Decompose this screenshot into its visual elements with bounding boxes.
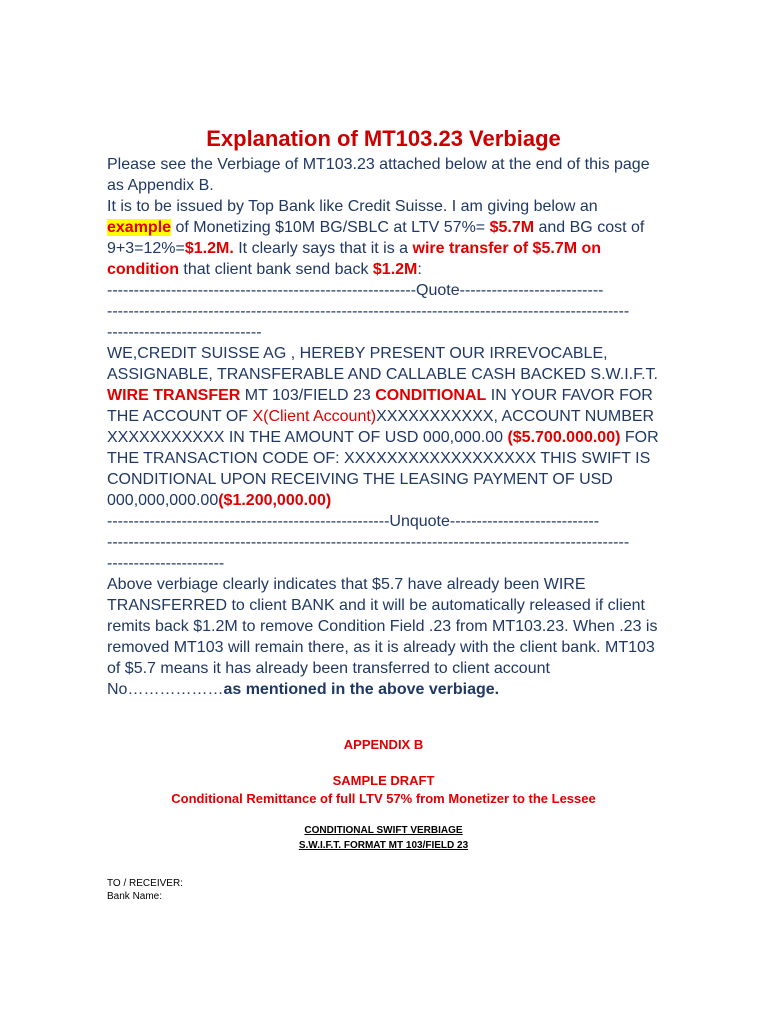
verbiage-wire-transfer: WIRE TRANSFER [107,387,241,404]
highlight-example: example [107,219,172,236]
bank-name-label: Bank Name: [107,891,163,902]
swift-format-heading: S.W.I.F.T. FORMAT MT 103/FIELD 23 [298,840,469,851]
sample-draft-subtitle: Conditional Remittance of full LTV 57% from Monetizer to the Lessee [171,791,596,806]
swift-verbiage-heading: CONDITIONAL SWIFT VERBIAGE [304,825,463,836]
verbiage-client-account: X(Client Account) [252,408,377,425]
intro-text-e: that client bank send back [178,261,373,278]
verbiage-text-b: MT 103/FIELD 23 [240,387,376,404]
intro-text-d: It clearly says that it is a [233,240,413,257]
amount-12: $1.2M. [184,240,234,257]
appendix-heading: APPENDIX B [343,737,424,752]
quote-divider-1: ----------------------------------------------------------Quote--------------------------- [107,282,604,299]
amount-12b: $1.2M [372,261,418,278]
quote-divider-2: -------------------------------------------------------------------------------------------------- [107,303,630,320]
explanation-text: Above verbiage clearly indicates that $5.7 have already been WIRE TRANSFERRED to client BANK and it will be automatically released if client remits back $1.2M to remove Condition Field .23 from MT103.23. When .23 is removed MT103 will remain there, as it is already with the client bank. MT103 of $5.7 means it has already been transferred to client account No……………… [107,576,658,698]
explanation-bold-end: as mentioned in the above verbiage. [223,681,500,698]
intro-text-c: and BG cost of 9+3=12%= [107,219,645,257]
unquote-divider-2: -------------------------------------------------------------------------------------------------- [107,534,630,551]
wire-transfer-phrase: wire transfer of $5.7M on condition [107,240,602,278]
quote-divider-3: ----------------------------- [107,324,262,341]
verbiage-amount-2: ($1.200,000.00) [218,492,332,509]
unquote-divider-1: -----------------------------------------------------Unquote---------------------------- [107,513,600,530]
amount-57: $5.7M [489,219,535,236]
intro-paragraph [107,154,660,280]
intro-line-2 [107,196,660,280]
document-title: Explanation of MT103.23 Verbiage [206,126,561,151]
verbiage-text-a: WE,CREDIT SUISSE AG , HEREBY PRESENT OUR IRREVOCABLE, ASSIGNABLE, TRANSFERABLE AND CALLABLE CASH BACKED S.W.I.F.T. [107,345,658,383]
swift-heading-block [107,823,660,853]
verbiage-amount: ($5.700.000.00) [507,429,621,446]
verbiage-text-d: XXXXXXXXXXX, ACCOUNT NUMBER XXXXXXXXXXX IN THE AMOUNT OF USD 000,000.00 [107,408,655,446]
document-page [107,124,660,903]
unquote-divider-3: ---------------------- [107,555,225,572]
intro-text-a: It is to be issued by Top Bank like Credit Suisse. I am giving below an [107,198,598,215]
quoted-verbiage [107,343,660,511]
verbiage-text-c: IN YOUR FAVOR FOR THE ACCOUNT OF [107,387,653,425]
intro-line-1: Please see the Verbiage of MT103.23 attached below at the end of this page as Appendix B. [107,156,650,194]
verbiage-text-e: FOR THE TRANSACTION CODE OF: XXXXXXXXXXXXXXXXXX THIS SWIFT IS CONDITIONAL UPON RECEIVING THE LEASING PAYMENT OF USD 000,000,000.00 [107,429,659,509]
sample-draft-heading [107,772,660,808]
sample-draft-title: SAMPLE DRAFT [332,773,435,788]
receiver-block [107,877,660,903]
explanation-paragraph [107,574,660,700]
to-receiver-label: TO / RECEIVER: [107,878,183,889]
intro-text-b: of Monetizing $10M BG/SBLC at LTV 57%= [171,219,490,236]
verbiage-conditional: CONDITIONAL [375,387,487,404]
intro-colon: : [417,261,422,278]
